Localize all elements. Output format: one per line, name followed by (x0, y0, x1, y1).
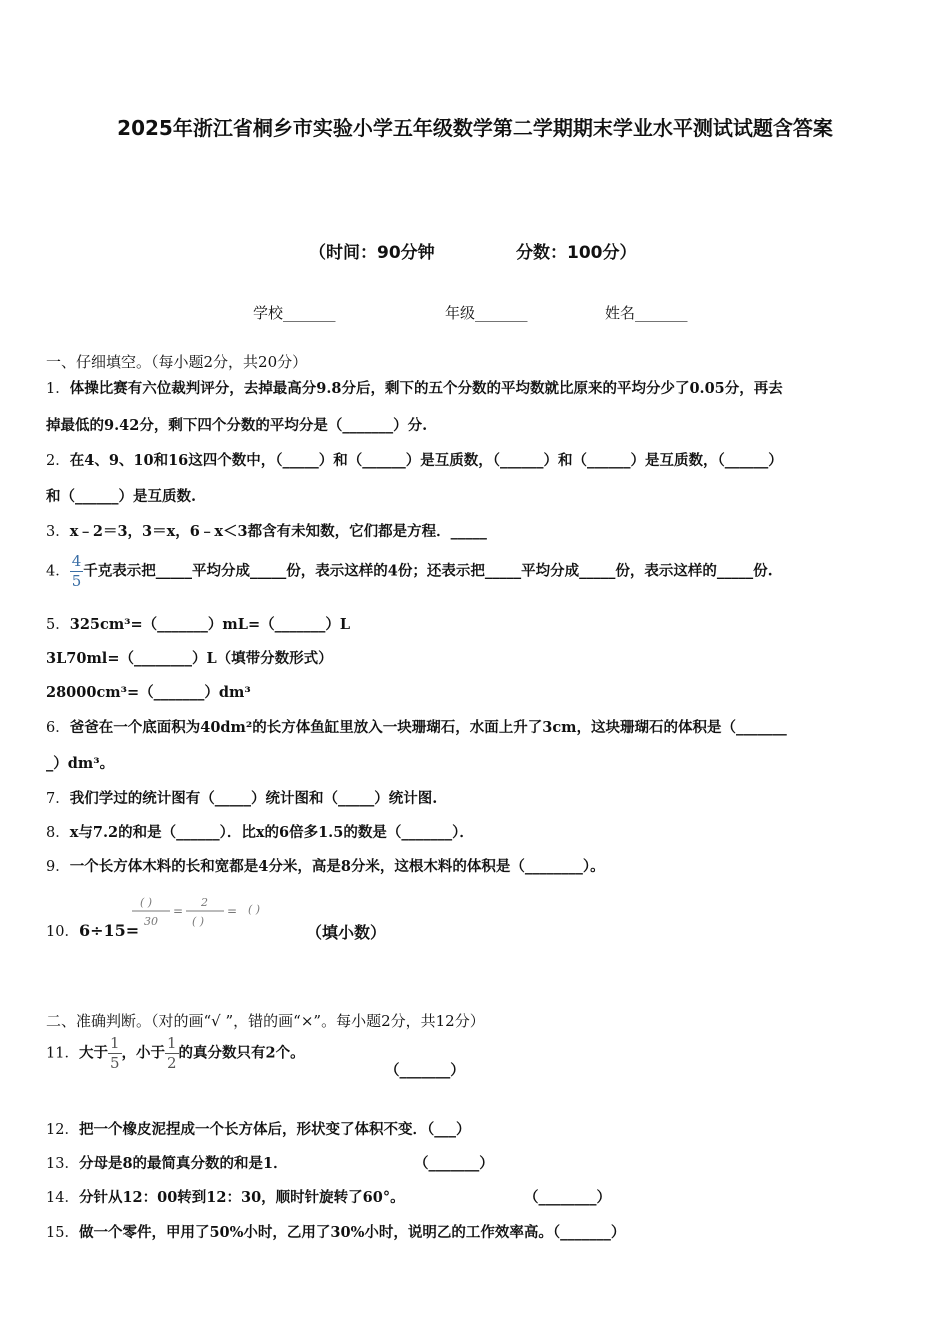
question-11 (46, 1036, 305, 1071)
fraction-one-fifth: $\frac{1}{5}$ (109, 1034, 120, 1072)
question-text: 体操比赛有六位裁判评分，去掉最高分9.8分后，剩下的五个分数的平均数就比原来的平均分少了0.05分，再去 (69, 380, 783, 397)
question-text: 我们学过的统计图有（_____）统计图和（_____）统计图. (69, 790, 438, 807)
question-text: 一个长方体木料的长和宽都是4分米，高是8分米，这根木料的体积是（________）。 (69, 858, 605, 875)
svg-text:=: = (173, 904, 184, 918)
question-text: 在4、9、10和16这四个数中，（_____）和（______）是互质数，（______）和（______）是互质数，（______） (69, 452, 783, 469)
question-number: 12． (46, 1122, 79, 1138)
question-number: 4． (46, 563, 70, 580)
question-5 (46, 613, 350, 634)
question-14 (46, 1186, 405, 1207)
question-text: x与7.2的和是（______）．比x的6倍多1.5的数是（_______）． (69, 824, 474, 841)
question-5-line2: 3L70ml=（________）L（填带分数形式） (46, 650, 333, 667)
question-6 (46, 716, 787, 737)
school-field: 学校_______ (253, 304, 336, 322)
question-2-cont: 和（______）是互质数. (46, 488, 197, 505)
question-10-tail: （填小数） (306, 923, 387, 942)
exam-score: 分数：100分） (516, 243, 637, 263)
hand-numerator-1: ( ) (140, 896, 153, 909)
question-text: 分针从12：00转到12：30，顺时针旋转了60°。 (78, 1189, 405, 1206)
name-field: 姓名_______ (605, 304, 688, 322)
question-number: 2． (46, 453, 70, 469)
question-10 (46, 920, 139, 941)
question-number: 7． (46, 791, 70, 807)
question-text: 把一个橡皮泥捏成一个长方体后，形状变了体积不变．（___） (78, 1121, 471, 1138)
question-lead: 6÷15= (78, 921, 140, 940)
fraction-four-fifths: $\frac{4}{5}$ (71, 552, 82, 590)
question-number: 11． (46, 1045, 79, 1062)
question-4 (46, 554, 773, 589)
hand-numerator-2: 2 (201, 896, 208, 909)
question-number: 14． (46, 1190, 79, 1206)
section1-heading: 一、仔细填空。（每小题2分，共20分） (46, 353, 308, 371)
question-9 (46, 855, 605, 876)
question-text: x﹣2＝3，3＝x，6﹣x＜3都含有未知数，它们都是方程．_____ (69, 523, 487, 540)
grade-field: 年级_______ (445, 304, 528, 322)
hand-answer: ( ) (248, 903, 261, 916)
question-number: 10． (46, 924, 79, 940)
question-8 (46, 821, 474, 842)
question-text: 的真分数只有2个。 (178, 1044, 305, 1062)
question-7 (46, 787, 437, 808)
section2-heading: 二、准确判断。（对的画“√ ”，错的画“×”。每小题2分，共12分） (46, 1012, 485, 1030)
question-text: 爸爸在一个底面积为40dm²的长方体鱼缸里放入一块珊瑚石，水面上升了3cm，这块珊瑚石的体积是（_______ (69, 719, 787, 736)
question-number: 13． (46, 1156, 79, 1172)
question-3 (46, 520, 487, 541)
question-11-blank: （_______） (385, 1062, 465, 1079)
page-title: 2025年浙江省桐乡市实验小学五年级数学第二学期期末学业水平测试试题含答案 (117, 116, 833, 140)
question-text: 做一个零件，甲用了50%小时，乙用了30%小时，说明乙的工作效率高。（_______） (78, 1224, 626, 1241)
hand-denominator-2: ( ) (192, 915, 205, 928)
question-14-blank: （________） (524, 1189, 611, 1206)
question-2 (46, 449, 783, 470)
question-number: 8． (46, 825, 70, 841)
question-number: 3． (46, 524, 70, 540)
handwritten-fraction-image (128, 894, 303, 934)
hand-denominator-1: 30 (144, 915, 158, 928)
question-number: 15． (46, 1225, 79, 1241)
question-text: 分母是8的最简真分数的和是1． (78, 1155, 288, 1172)
question-text: 千克表示把_____平均分成_____份，表示这样的4份；还表示把_____平均分成_____份，表示这样的_____份. (83, 562, 773, 580)
question-number: 1． (46, 381, 70, 397)
question-text: 大于 (78, 1044, 108, 1062)
question-number: 5． (46, 617, 70, 633)
question-12 (46, 1118, 470, 1139)
question-15 (46, 1221, 625, 1242)
question-number: 6． (46, 720, 70, 736)
question-text: 325cm³=（_______）mL=（_______）L (69, 616, 351, 633)
fraction-one-half: $\frac{1}{2}$ (167, 1034, 177, 1072)
question-1-cont: 掉最低的9.42分，剩下四个分数的平均分是（_______）分. (46, 417, 428, 434)
question-13 (46, 1152, 288, 1173)
svg-text:=: = (227, 904, 238, 918)
question-6-cont: _）dm³。 (46, 755, 115, 772)
question-number: 9． (46, 859, 70, 875)
question-text: ，小于 (121, 1044, 165, 1062)
question-1 (46, 377, 783, 398)
question-5-line3: 28000cm³=（_______）dm³ (46, 684, 251, 701)
exam-time: （时间：90分钟 (309, 243, 435, 263)
question-13-blank: （_______） (414, 1155, 494, 1172)
